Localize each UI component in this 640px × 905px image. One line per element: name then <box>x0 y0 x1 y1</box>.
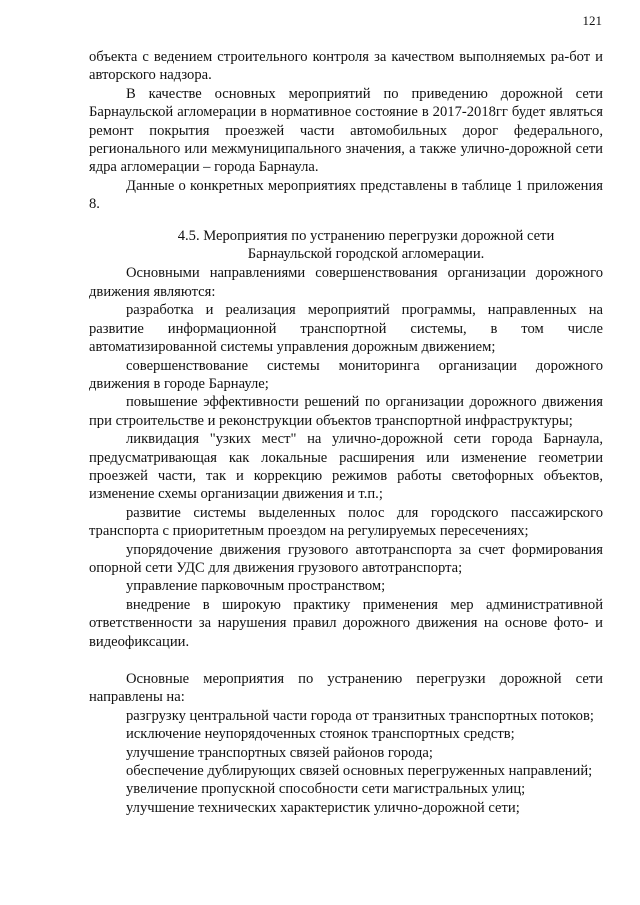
paragraph-road-network-measures: В качестве основных мероприятий по приведению дорожной сети Барнаульской агломерации в нормативное состояние в 2017-2018гг будет являться ремонт покрытия проезжей части автомобильных дорог федерального, регионального или межмуниципального значения, а также улично-дорожной сети ядра агломерации – города Барнаула. <box>89 85 603 176</box>
list-item: упорядочение движения грузового автотранспорта за счет формирования опорной сети УДС для движения грузового автотранспорта; <box>89 541 603 576</box>
paragraph-gap <box>89 651 603 670</box>
page-number: 121 <box>582 13 602 28</box>
list-item: разработка и реализация мероприятий программы, направленных на развитие информационной транспортной системы, в том числе автоматизированной системы управления дорожным движением; <box>89 302 603 356</box>
list-item: улучшение технических характеристик улично-дорожной сети; <box>126 799 520 816</box>
section-heading-line-2: Барнаульской городской агломерации. <box>247 246 485 263</box>
list-item: обеспечение дублирующих связей основных перегруженных направлений; <box>126 763 593 780</box>
list-item: разгрузку центральной части города от транзитных транспортных потоков; <box>126 707 594 724</box>
directions-lead-paragraph: Основными направлениями совершенствования организации дорожного движения являются: <box>89 265 603 300</box>
list-item: улучшение транспортных связей районов города; <box>126 744 433 761</box>
list-item: развитие системы выделенных полос для городского пассажирского транспорта с приоритетным проездом на регулируемых пересечениях; <box>89 504 603 540</box>
section-heading <box>89 227 603 264</box>
list-item: увеличение пропускной способности сети магистральных улиц; <box>126 781 526 798</box>
section-heading-line-1: 4.5. Мероприятия по устранению перегрузки дорожной сети <box>177 227 555 244</box>
list-item: внедрение в широкую практику применения мер административной ответственности за нарушения правил дорожного движения на основе фото- и видеофиксации. <box>89 596 603 650</box>
list-item: управление парковочным пространством; <box>126 578 386 595</box>
list-item: исключение неупорядоченных стоянок транспортных средств; <box>126 726 515 743</box>
paragraph-table-reference: Данные о конкретных мероприятиях представлены в таблице 1 приложения 8. <box>89 177 603 213</box>
list-item: повышение эффективности решений по организации дорожного движения при строительстве и реконструкции объектов транспортной инфраструктуры; <box>89 394 603 429</box>
paragraph-continuation: объекта с ведением строительного контроля за качеством выполняемых ра-бот и авторского надзора. <box>89 49 603 84</box>
measures-lead-paragraph: Основные мероприятия по устранению перегрузки дорожной сети направлены на: <box>89 671 603 706</box>
list-item: ликвидация "узких мест" на улично-дорожной сети города Барнаула, предусматривающая как локальные расширения или изменение геометрии проезжей части, так и коррекцию режимов работы светофорных объектов, изменение схемы организации движения и т.п.; <box>89 431 603 503</box>
page-content <box>89 48 603 817</box>
list-item: совершенствование системы мониторинга организации дорожного движения в городе Барнауле; <box>89 357 603 392</box>
